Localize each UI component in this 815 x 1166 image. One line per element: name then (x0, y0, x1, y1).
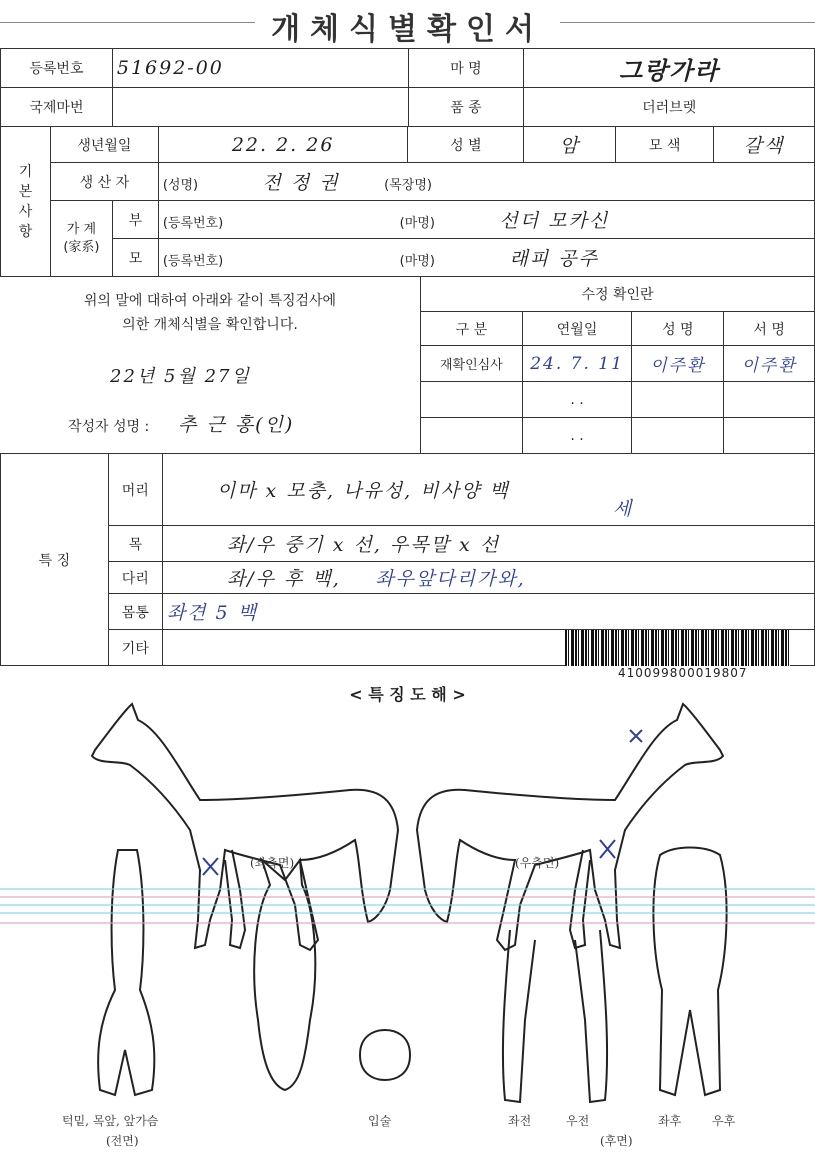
amend-row-sign (724, 418, 815, 454)
front-caption: 턱밑, 목앞, 앞가슴 (62, 1114, 159, 1128)
amend-row-type (421, 382, 523, 418)
dam-row (158, 239, 814, 277)
breed-value: 더러브렛 (524, 88, 815, 127)
amend-row-date: . . (522, 418, 632, 454)
basic-section-label: 기본사항 (1, 127, 51, 277)
body-value: 좌견 5 백 (162, 594, 814, 630)
reg-no-label: 등록번호 (1, 49, 113, 88)
sire-reg-no-label: (등록번호) (162, 216, 224, 231)
head-row (162, 454, 814, 526)
front-sub-caption: (전면) (106, 1134, 139, 1148)
amend-header: 수정 확인란 (421, 277, 815, 312)
table-row (421, 346, 815, 382)
head-label: 머리 (108, 454, 162, 526)
intl-no-value (112, 88, 408, 127)
statement-line-1: 위의 말에 대하여 아래와 같이 특징검사에 (83, 293, 337, 309)
amend-row-date: . . (522, 382, 632, 418)
amend-row-name: 이주환 (632, 346, 724, 382)
reg-no-value: 51692-00 (112, 49, 408, 88)
basic-info-table (0, 126, 815, 277)
left-side-caption: (좌측면) (250, 856, 295, 870)
neck-label: 목 (108, 526, 162, 562)
front-neck-view (98, 850, 154, 1095)
sire-name-value: 선더 모카신 (499, 210, 610, 232)
amend-col-sign: 서 명 (724, 312, 815, 346)
horse-name-value: 그랑가라 (524, 49, 815, 88)
table-row (421, 382, 815, 418)
front-right-caption: 우전 (566, 1114, 590, 1128)
scan-artifact (0, 912, 815, 914)
lips-view (360, 1030, 410, 1080)
features-section-label: 특 징 (1, 454, 109, 666)
body-label: 몸통 (108, 594, 162, 630)
lineage-label (50, 201, 112, 277)
intl-no-label: 국제마번 (1, 88, 113, 127)
scan-artifact (0, 888, 815, 890)
coat-value: 갈색 (714, 127, 815, 163)
lineage-text: 가 계 (66, 221, 97, 237)
amend-row-name (632, 382, 724, 418)
dam-reg-no-label: (등록번호) (162, 254, 224, 269)
horse-name-label: 마 명 (408, 49, 524, 88)
registration-table (0, 48, 815, 127)
scan-artifact (0, 896, 815, 898)
right-side-caption: (우측면) (515, 856, 560, 870)
rear-view (653, 848, 726, 1096)
birth-value: 22. 2. 26 (158, 127, 408, 163)
statement-line-2: 의한 개체식별을 확인합니다. (122, 317, 298, 333)
dam-label: 모 (112, 239, 158, 277)
breed-label: 품 종 (408, 88, 524, 127)
confirm-date: 22년 5월 27일 (110, 366, 251, 387)
amend-row-sign: 이주환 (724, 346, 815, 382)
amend-col-type: 구 분 (421, 312, 523, 346)
head-value: 이마 x 모충, 나유성, 비사양 백 (216, 480, 510, 502)
amend-col-date: 연월일 (522, 312, 632, 346)
lips-caption: 입술 (368, 1114, 392, 1128)
amend-row-sign (724, 382, 815, 418)
rear-right-caption: 우후 (712, 1114, 736, 1128)
coat-label: 모 색 (616, 127, 714, 163)
scan-artifact (0, 904, 815, 906)
legs-row (162, 562, 814, 594)
amend-row-name (632, 418, 724, 454)
author-value: 추 근 홍(인) (178, 414, 295, 436)
producer-label: 생 산 자 (50, 163, 158, 201)
document-title: 개체식별확인서 (271, 12, 544, 47)
scan-artifact (0, 922, 815, 924)
sire-name-label: (마명) (399, 216, 435, 231)
neck-text: 좌/우 중기 x 선, 우목말 x 선 (226, 534, 501, 556)
barcode (565, 630, 790, 666)
other-label: 기타 (108, 630, 162, 666)
barcode-number: 410099800019807 (618, 666, 748, 680)
ranch-label: (목장명) (384, 178, 432, 193)
sire-row (158, 201, 814, 239)
front-legs-view (503, 930, 607, 1102)
legs-value-black: 좌/우 후 백, (226, 568, 341, 590)
table-row (421, 418, 815, 454)
sex-label: 성 별 (408, 127, 524, 163)
rear-left-caption: 좌후 (658, 1114, 682, 1128)
amend-row-type: 재확인심사 (421, 346, 523, 382)
head-correction: 세 (612, 498, 634, 520)
amendment-table (420, 276, 815, 454)
producer-name-label: (성명) (162, 178, 199, 193)
amend-row-date: 24. 7. 11 (522, 346, 632, 382)
amend-row-type (421, 418, 523, 454)
sex-value: 암 (524, 127, 616, 163)
diagram-title: < 특 징 도 해 > (349, 685, 466, 704)
amend-col-name: 성 명 (632, 312, 724, 346)
birth-label: 생년월일 (50, 127, 158, 163)
legs-value-blue: 좌우앞다리가와, (375, 568, 526, 590)
producer-name-value: 전 정 권 (262, 172, 340, 194)
legs-label: 다리 (108, 562, 162, 594)
confirmation-block (0, 276, 421, 454)
dam-name-label: (마명) (399, 254, 435, 269)
author-label: 작성자 성명 : (68, 419, 150, 435)
dam-name-value: 래피 공주 (509, 248, 599, 270)
neck-value (162, 526, 814, 562)
producer-row (158, 163, 814, 201)
front-left-caption: 좌전 (508, 1114, 532, 1128)
head-front-view (254, 860, 315, 1090)
sire-label: 부 (112, 201, 158, 239)
rear-sub-caption: (후면) (600, 1134, 633, 1148)
lineage-hanja: (家系) (63, 239, 100, 255)
